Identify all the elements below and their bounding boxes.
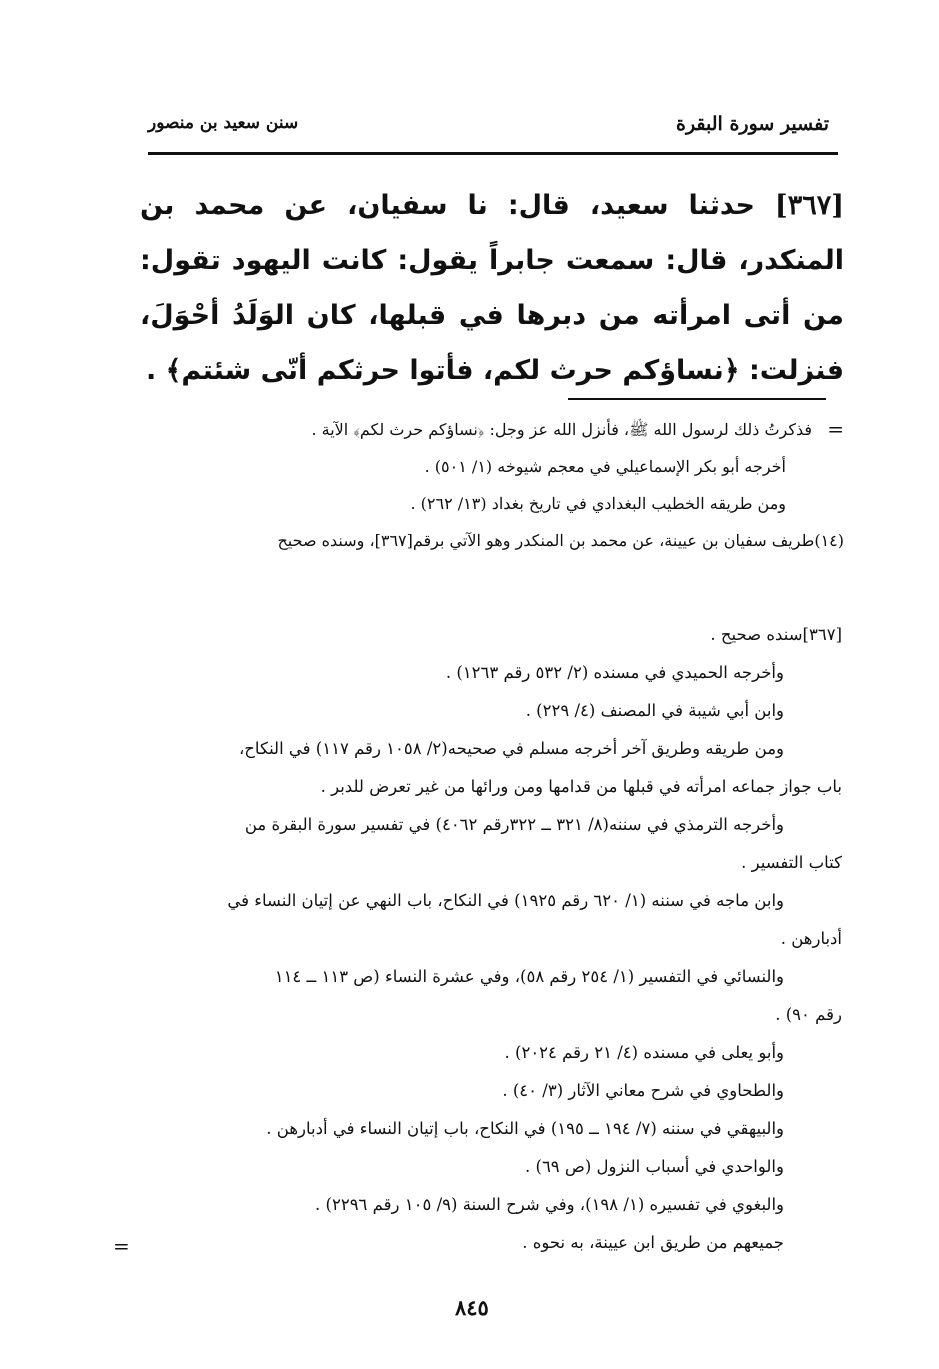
takhrij-line: كتاب التفسير . (741, 853, 842, 872)
takhrij-line: والبغوي في تفسيره (١/ ١٩٨)، وفي شرح السنة (٩/ ١٠٥ رقم ٢٢٩٦) . (315, 1195, 784, 1214)
page-number: ٨٤٥ (455, 1295, 489, 1320)
takhrij-line: باب جواز جماعه امرأته في قبلها من قدامها ومن ورائها من غير تعرض للدبر . (320, 777, 842, 796)
margin-continuation-mark: = (113, 1234, 130, 1258)
continuation-mark: = (827, 417, 844, 441)
takhrij-line: رقم ٩٠) . (775, 1005, 842, 1024)
footnote-line: = فذكرتُ ذلك لرسول الله ﷺ، فأنزل الله عز وجل: ﴿نساؤكم حرث لكم﴾ الآية . (138, 411, 844, 448)
hadith-number: [٣٦٧] (774, 190, 844, 221)
takhrij-line: وابن أبي شيبة في المصنف (٤/ ٢٢٩) . (525, 701, 784, 720)
running-header-chapter: تفسير سورة البقرة (675, 113, 829, 135)
takhrij-section (138, 616, 842, 1262)
takhrij-line: وأخرجه الحميدي في مسنده (٢/ ٥٣٢ رقم ١٢٦٣) . (445, 663, 784, 682)
takhrij-line: وابن ماجه في سننه (١/ ٦٢٠ رقم ١٩٢٥) في النكاح، باب النهي عن إتيان النساء في (227, 891, 784, 910)
takhrij-line: وأبو يعلى في مسنده (٤/ ٢١ رقم ٢٠٢٤) . (504, 1043, 784, 1062)
footnote-divider (568, 398, 826, 400)
running-header-book: سنن سعيد بن منصور (148, 113, 299, 133)
takhrij-line: [٣٦٧]سنده صحيح . (710, 625, 842, 644)
takhrij-line: والنسائي في التفسير (١/ ٢٥٤ رقم ٥٨)، وفي عشرة النساء (ص ١١٣ ــ ١١٤ (274, 967, 784, 986)
hadith-text (140, 178, 844, 398)
takhrij-line: والبيهقي في سننه (٧/ ١٩٤ ــ ١٩٥) في النكاح، باب إتيان النساء في أدبارهن . (266, 1119, 784, 1138)
takhrij-line: أدبارهن . (780, 929, 842, 948)
takhrij-line: ومن طريقه وطريق آخر أخرجه مسلم في صحيحه(٢/ ١٠٥٨ رقم ١١٧) في النكاح، (238, 739, 784, 758)
takhrij-line: والطحاوي في شرح معاني الآثار (٣/ ٤٠) . (502, 1081, 784, 1100)
footnote-continuation (138, 411, 844, 559)
footnote-14: (١٤)طريف سفيان بن عيينة، عن محمد بن المنكدر وهو الآتي برقم[٣٦٧]، وسنده صحيح (277, 531, 844, 550)
footnote-line: أخرجه أبو بكر الإسماعيلي في معجم شيوخه (١/ ٥٠١) . (424, 457, 786, 476)
header-divider (148, 152, 838, 155)
takhrij-line: جميعهم من طريق ابن عيينة، به نحوه . (522, 1233, 784, 1252)
takhrij-line: والواحدي في أسباب النزول (ص ٦٩) . (525, 1157, 784, 1176)
takhrij-line: وأخرجه الترمذي في سننه(٨/ ٣٢١ ــ ٣٢٢رقم ٤٠٦٢) في تفسير سورة البقرة من (244, 815, 784, 834)
hadith-body: حدثنا سعيد، قال: نا سفيان، عن محمد بن المنكدر، قال: سمعت جابراً يقول: كانت اليهود تقول: من أتى امرأته من دبرها في قبلها، كان الوَلَدُ أحْوَلَ، فنزلت: ﴿نساؤكم حرث لكم، فأتوا حرثكم أنّى شئتم﴾ . (140, 190, 844, 386)
footnote-line: ومن طريقه الخطيب البغدادي في تاريخ بغداد (١٣/ ٢٦٢) . (410, 494, 786, 513)
